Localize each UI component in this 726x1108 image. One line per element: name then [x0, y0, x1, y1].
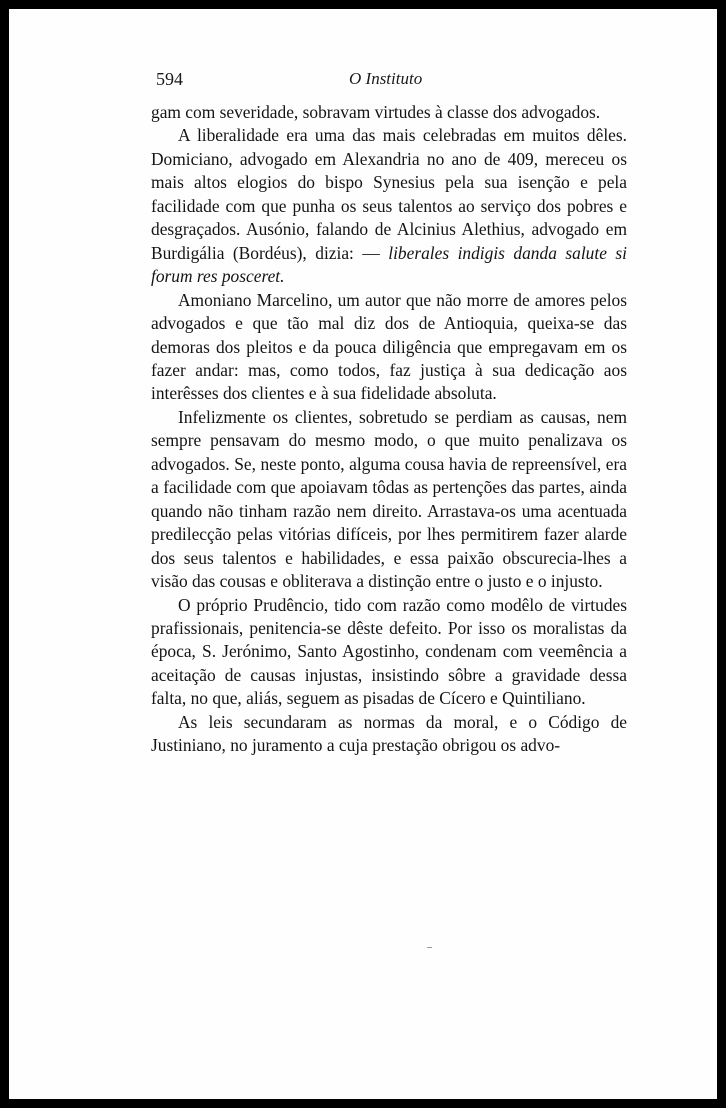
page-header [156, 69, 646, 99]
print-speck [427, 947, 432, 948]
paragraph-laws: As leis secundaram as normas da moral, e o Código de Justiniano, no juramento a cuja prestação obrigou os advo- [151, 711, 627, 756]
paragraph-continuation: gam com severidade, sobravam virtudes à classe dos advogados. [151, 102, 601, 122]
paragraph-amoniano: Amoniano Marcelino, um autor que não morre de amores pelos advogados e que tão mal diz dos de Antioquia, queixa-se das demoras dos pleitos e da pouca diligência que empregavam em os fazer andar: mas, como todos, faz justiça à sua dedicação aos interêsses dos clientes e à sua fidelidade absoluta. [151, 289, 627, 404]
paragraph-prudencio: O próprio Prudêncio, tido com razão como modêlo de virtudes prafissionais, penitencia-se dêste defeito. Por isso os moralistas da época, S. Jerónimo, Santo Agostinho, condenam com veemência a aceitação de causas injustas, insistindo sôbre a gravidade dessa falta, no que, aliás, seguem as pisadas de Cícero e Quintiliano. [151, 594, 627, 709]
page-number: 594 [156, 69, 183, 89]
running-title: O Instituto [349, 69, 423, 88]
latin-quotation: liberales indigis danda salute si forum res posceret. [151, 242, 627, 287]
body-text [151, 101, 627, 758]
paragraph-liberality [151, 124, 627, 288]
paragraph-liberality-text: A liberalidade era uma das mais celebradas em muitos dêles. Domiciano, advogado em Alexandria no ano de 409, mereceu os mais altos elogios do bispo Synesius pela sua isenção e pela facilidade com que punha os seus talentos ao serviço dos pobres e desgraçados. Ausónio, falando de Alcinius Alethius, advogado em Burdigália (Bordéus), dizia: — [151, 125, 627, 263]
paragraph-clients: Infelizmente os clientes, sobretudo se perdiam as causas, nem sempre pensavam do mesmo modo, o que muito penalizava os advogados. Se, neste ponto, alguma cousa havia de repreensível, era a facilidade com que apoiavam tôdas as pertenções das partes, ainda quando não tinham razão nem direito. Arrastava-os uma acentuada predilecção pelas vitórias difíceis, por lhes permitirem fazer alarde dos seus talentos e habilidades, e essa paixão obscurecia-lhes a visão das cousas e obliterava a distinção entre o justo e o injusto. [151, 406, 627, 592]
